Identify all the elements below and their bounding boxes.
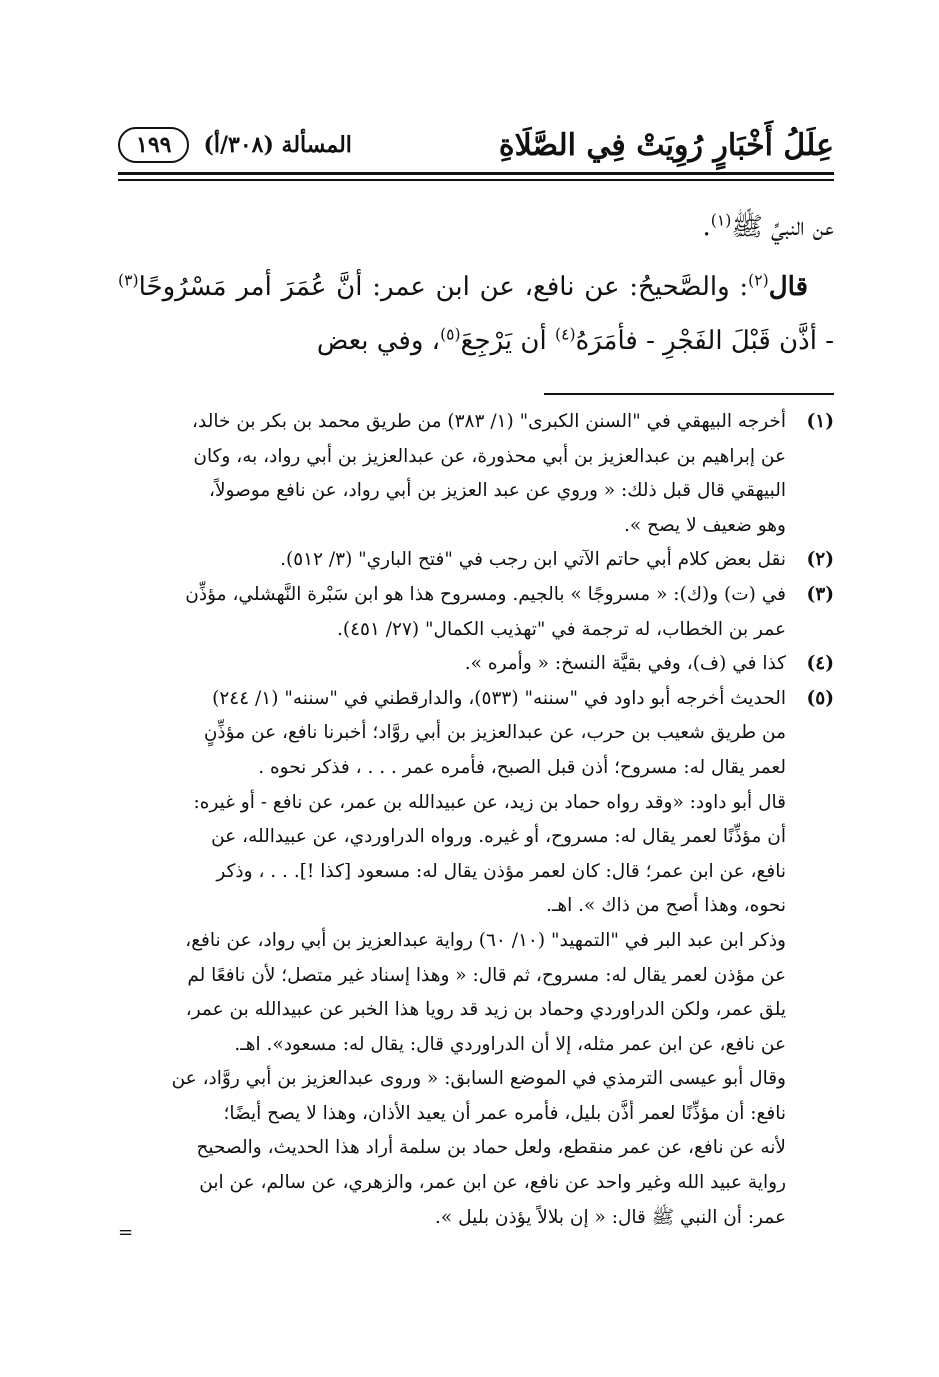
main-text (118, 200, 834, 368)
book-title: عِلَلُ أَخْبَارٍ رُوِيَتْ فِي الصَّلَاةِ (498, 127, 834, 163)
footnote-line: وهو ضعيف لا يصح ». (623, 514, 786, 536)
footnote-4 (118, 647, 834, 682)
footnote-number: (٤) (806, 653, 834, 675)
footnote-line: عن إبراهيم بن عبدالعزيز بن أبي محذورة، عن عبدالعزيز بن أبي رواد، به، وكان (193, 445, 786, 467)
footnote-line: نافع، عن ابن عمر؛ قال: كان لعمر مؤذن يقال له: مسعود [كذا !]. . . ، وذكر (216, 860, 786, 882)
footnote-line: الحديث أخرجه أبو داود في "سننه" (٥٣٣)، والدارقطني في "سننه" (١/ ٢٤٤) (212, 687, 786, 709)
footnote-line: لأنه عن نافع، عن عمر منقطع، ولعل حماد بن سلمة أراد هذا الحديث، والصحيح (196, 1137, 786, 1159)
footnote-line: نحوه، وهذا أصح من ذاك ». اهـ. (546, 895, 786, 917)
footnote-line: البيهقي قال قبل ذلك: « وروي عن عبد العزيز بن أبي رواد، عن نافع موصولاً، (209, 480, 786, 502)
footnote-1 (118, 405, 834, 543)
footnote-ref: (٣) (118, 271, 139, 290)
footnote-line: عن مؤذن لعمر يقال له: مسروح، ثم قال: « وهذا إسناد غير متصل؛ لأن نافعًا لم (187, 964, 786, 986)
footnote-3 (118, 578, 834, 647)
footnote-number: (٥) (806, 687, 834, 709)
continuation-mark: = (118, 1222, 134, 1243)
footnote-2 (118, 543, 834, 578)
header-rule-thin (118, 179, 834, 181)
footnote-line: نافع: أن مؤذِّنًا لعمر أذَّن بليل، فأمره عمر أن يعيد الأذان، وهذا لا يصح أيضًا؛ (223, 1102, 786, 1124)
issue-label: المسألة (٣٠٨/أ) (203, 132, 352, 158)
footnote-line: قال أبو داود: «وقد رواه حماد بن زيد، عن عبيدالله بن عمر، عن نافع - أو غيره: (193, 791, 786, 813)
footnote-line: نقل بعض كلام أبي حاتم الآتي ابن رجب في "فتح الباري" (٣/ ٥١٢). (280, 549, 786, 571)
page-number: ١٩٩ (118, 127, 189, 163)
footnote-ref: (٤) (554, 325, 576, 344)
footnote-ref: (١) (710, 211, 732, 230)
footnote-line: وقال أبو عيسى الترمذي في الموضع السابق: « وروى عبدالعزيز بن أبي روَّاد، عن (171, 1068, 786, 1090)
header-rule-thick (118, 172, 834, 175)
footnote-line: أن مؤذِّنًا لعمر يقال له: مسروح، أو غيره. ورواه الدراوردي، عن عبيدالله، عن (211, 826, 786, 848)
footnote-line: من طريق شعيب بن حرب، عن عبدالعزيز بن أبي روَّاد؛ أخبرنا نافع، عن مؤذِّنٍ (203, 722, 786, 744)
footnote-ref: (٢) (748, 271, 769, 290)
footnote-line: وذكر ابن عبد البر في "التمهيد" (١٠/ ٦٠) رواية عبدالعزيز بن أبي رواد، عن نافع، (185, 929, 786, 951)
footnote-separator (544, 393, 834, 395)
footnote-line: رواية عبيد الله وغير واحد عن نافع، عن ابن عمر، والزهري، عن سالم، عن ابن (199, 1172, 786, 1194)
footnote-line: يلق عمر، ولكن الدراوردي وحماد بن زيد قد رويا هذا الخبر عن عبيدالله بن عمر، (185, 999, 786, 1021)
footnote-number: (٢) (806, 549, 834, 571)
footnote-number: (١) (806, 411, 834, 432)
footnotes (118, 405, 834, 1235)
footnote-ref: (٥) (440, 325, 461, 344)
footnote-line: أخرجه البيهقي في "السنن الكبرى" (١/ ٣٨٣) من طريق محمد بن بكر بن خالد، (192, 411, 786, 432)
main-paragraph-1: عن النبيِّ ﷺ$^{(١)}$. (702, 211, 834, 242)
main-paragraph-2: قال$^{(٢)}$: والصَّحيحُ: عن نافع، عن ابن عمر: أنَّ عُمَرَ أمر مَسْرُوحًا$^{(٣)}$ - أذَّن قَبْلَ الفَجْرِ - فأمَرَهُ$^{(٤)}$ أن يَرْجِعَ$^{(٥)}$، وفي بعض (118, 271, 834, 356)
footnote-5-continuation (118, 786, 786, 1236)
footnote-line: عمر بن الخطاب، له ترجمة في "تهذيب الكمال" (٢٧/ ٤٥١). (337, 618, 786, 640)
footnote-line: كذا في (ف)، وفي بقيَّة النسخ: « وأمره ». (464, 653, 786, 675)
page-header (118, 120, 834, 170)
footnote-line: عن نافع، عن ابن عمر مثله، إلا أن الدراوردي قال: يقال له: مسعود». اهـ. (234, 1033, 786, 1055)
footnote-5 (118, 682, 834, 786)
footnote-line: لعمر يقال له: مسروح؛ أذن قبل الصبح، فأمره عمر . . . ، فذكر نحوه . (258, 756, 786, 778)
footnote-line: في (ت) و(ك): « مسروجًا » بالجيم. ومسروح هذا هو ابن سَبْرة النَّهشلي، مؤذِّن (185, 583, 786, 605)
footnote-line: عمر: أن النبي ﷺ قال: « إن بلالاً يؤذن بليل ». (435, 1206, 786, 1228)
footnote-number: (٣) (806, 583, 834, 605)
